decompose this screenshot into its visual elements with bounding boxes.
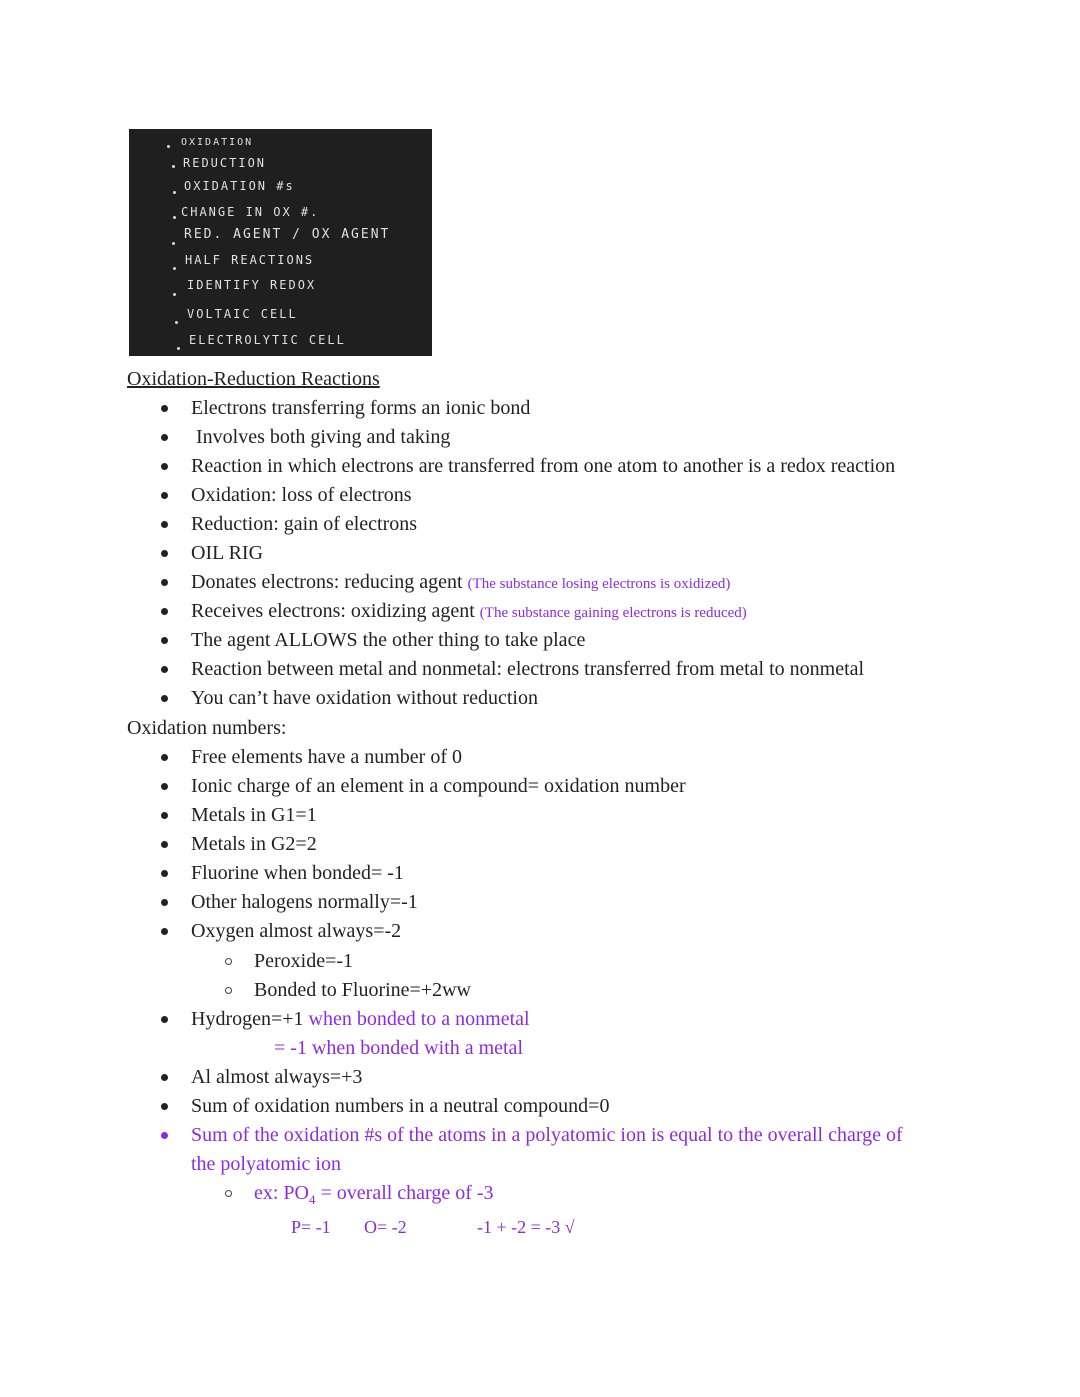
photo-line: CHANGE IN OX #. (181, 205, 320, 219)
photo-line: REDUCTION (183, 156, 267, 170)
list-item: Al almost always=+3 (191, 1066, 363, 1088)
bullet-dot (161, 695, 168, 702)
example-o: O= -2 (364, 1217, 407, 1237)
sub-list-item: Bonded to Fluorine=+2ww (254, 979, 471, 1001)
list-item (191, 570, 730, 596)
list-item: Reaction between metal and nonmetal: electrons transferred from metal to nonmetal (191, 658, 865, 680)
example-p: P= -1 (291, 1217, 331, 1237)
photo-line: IDENTIFY REDOX (187, 278, 317, 292)
bullet-dot (161, 1132, 168, 1139)
list-item: OIL RIG (191, 542, 264, 564)
bullet-dot (161, 492, 168, 499)
item-note: (The substance losing electrons is oxidized) (467, 576, 731, 592)
photo-line: HALF REACTIONS (185, 253, 315, 267)
list-item: Ionic charge of an element in a compound= oxidation number (191, 775, 686, 797)
list-item: Other halogens normally=-1 (191, 891, 418, 913)
bullet-dot (161, 579, 168, 586)
list-item: Reduction: gain of electrons (191, 513, 418, 535)
sub-list-item: Peroxide=-1 (254, 950, 354, 972)
sum-text: -1 + -2 = -3 (477, 1217, 561, 1237)
blackboard-photo (129, 129, 432, 356)
photo-line: OXIDATION (181, 137, 254, 148)
bullet-dot (172, 242, 175, 245)
check-mark-icon: √ (564, 1217, 575, 1237)
list-item: Involves both giving and taking (196, 426, 451, 448)
photo-line: VOLTAIC CELL (187, 307, 298, 321)
bullet-dot (161, 666, 168, 673)
item-note: when bonded to a nonmetal (308, 1008, 530, 1030)
section-title: Oxidation-Reduction Reactions (127, 368, 380, 390)
bullet-dot (161, 899, 168, 906)
list-item-continuation: = -1 when bonded with a metal (274, 1037, 523, 1059)
item-text: Donates electrons: reducing agent (191, 571, 463, 593)
bullet-dot (161, 405, 168, 412)
bullet-dot (161, 1016, 168, 1023)
list-item: Oxygen almost always=-2 (191, 920, 402, 942)
bullet-dot (173, 267, 176, 270)
bullet-dot (161, 754, 168, 761)
example-suffix: = overall charge of -3 (315, 1182, 494, 1204)
list-item: Oxidation: loss of electrons (191, 484, 412, 506)
list-item: Free elements have a number of 0 (191, 746, 463, 768)
bullet-dot (161, 870, 168, 877)
list-item-continuation: the polyatomic ion (191, 1153, 341, 1175)
list-item: Metals in G2=2 (191, 833, 317, 855)
example-line (254, 1181, 494, 1212)
item-note: (The substance gaining electrons is reduced) (479, 605, 747, 621)
list-item: Reaction in which electrons are transferred from one atom to another is a redox reaction (191, 455, 896, 477)
sub-bullet (225, 958, 232, 965)
bullet-dot (167, 145, 170, 148)
section-title: Oxidation numbers: (127, 717, 287, 739)
bullet-dot (161, 637, 168, 644)
list-item: Sum of oxidation numbers in a neutral compound=0 (191, 1095, 610, 1117)
list-item: Metals in G1=1 (191, 804, 317, 826)
item-text: Hydrogen=+1 (191, 1008, 304, 1030)
bullet-dot (161, 608, 168, 615)
photo-line: ELECTROLYTIC CELL (189, 333, 346, 347)
list-item: Electrons transferring forms an ionic bond (191, 397, 531, 419)
bullet-dot (177, 347, 180, 350)
bullet-dot (173, 293, 176, 296)
sub-bullet (225, 987, 232, 994)
photo-line: OXIDATION #s (184, 179, 295, 193)
example-sum (477, 1215, 575, 1239)
item-text: Receives electrons: oxidizing agent (191, 600, 475, 622)
bullet-dot (161, 812, 168, 819)
list-item: You can’t have oxidation without reduction (191, 687, 538, 709)
bullet-dot (161, 434, 168, 441)
bullet-dot (161, 928, 168, 935)
bullet-dot (173, 216, 176, 219)
bullet-dot (161, 550, 168, 557)
example-prefix: ex: PO (254, 1182, 309, 1204)
bullet-dot (161, 1074, 168, 1081)
photo-line: RED. AGENT / OX AGENT (184, 227, 391, 242)
example-subscript: 4 (309, 1192, 316, 1207)
sub-bullet (225, 1190, 232, 1197)
bullet-dot (161, 1103, 168, 1110)
list-item: The agent ALLOWS the other thing to take place (191, 629, 586, 651)
bullet-dot (161, 783, 168, 790)
list-item: Fluorine when bonded= -1 (191, 862, 404, 884)
list-item (191, 1007, 530, 1031)
bullet-dot (161, 463, 168, 470)
bullet-dot (175, 321, 178, 324)
bullet-dot (161, 521, 168, 528)
bullet-dot (161, 841, 168, 848)
list-item (191, 599, 747, 625)
list-item: Sum of the oxidation #s of the atoms in a polyatomic ion is equal to the overall charge of (191, 1124, 903, 1146)
bullet-dot (173, 191, 176, 194)
bullet-dot (172, 165, 175, 168)
